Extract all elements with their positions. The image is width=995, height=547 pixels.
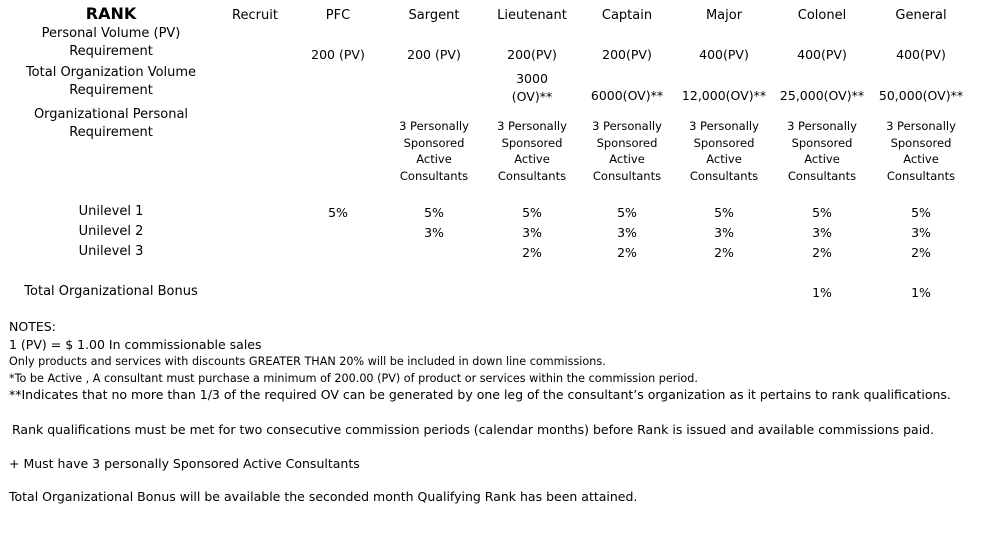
org-requirement-line: Active [706,152,742,166]
notes-bonus-rule: Total Organizational Bonus will be available the seconded month Qualifying Rank has been attained. [9,489,638,504]
pv-cell-major: 400(PV) [699,47,749,62]
org-requirement-line: 3 Personally [399,119,469,133]
pv-cell-sargent: 200 (PV) [407,47,461,62]
rank-header-lieutenant: Lieutenant [497,8,567,23]
notes-discount-rule: Only products and services with discounts GREATER THAN 20% will be included in down line commissions. [9,355,606,368]
org-requirement-line: Consultants [592,168,662,183]
ov-label-line1: Total Organization Volume [25,65,197,80]
org-label-line1: Organizational Personal [33,107,189,122]
total-bonus-cell-colonel: 1% [812,285,832,300]
unilevel3-cell-general: 2% [911,245,931,260]
total-bonus-label: Total Organizational Bonus [24,284,198,299]
rank-header-pfc: PFC [325,8,351,23]
org-requirement-cell-captain [592,118,662,184]
org-requirement-line: Consultants [399,168,469,183]
ov-cell-line: 3000 [516,71,548,86]
unilevel2-label: Unilevel 2 [78,224,144,239]
unilevel2-cell-general: 3% [911,225,931,240]
notes-heading: NOTES: [9,319,56,334]
pv-cell-general: 400(PV) [896,47,946,62]
notes-active-rule: *To be Active , A consultant must purchase a minimum of 200.00 (PV) of product or services within the commission period. [9,372,698,385]
ov-cell-line: (OV)** [511,89,553,104]
org-requirement-line: Sponsored [596,135,658,150]
pv-cell-captain: 200(PV) [602,47,652,62]
notes-sponsor-rule: + Must have 3 personally Sponsored Active Consultants [9,456,360,471]
pv-label-line2: Requirement [69,44,153,59]
unilevel2-cell-major: 3% [714,225,734,240]
org-requirement-cell-colonel [787,118,857,184]
unilevel1-cell-lieutenant: 5% [522,205,542,220]
unilevel2-cell-captain: 3% [617,225,637,240]
ov-cell-lieutenant [512,70,552,106]
ov-cell-general: 50,000(OV)** [878,88,964,103]
total-bonus-cell-general: 1% [911,285,931,300]
unilevel1-cell-pfc: 5% [328,205,348,220]
org-requirement-line: Active [514,152,550,166]
rank-header-colonel: Colonel [797,8,847,23]
rank-header-sargent: Sargent [408,8,460,23]
unilevel1-cell-major: 5% [714,205,734,220]
org-requirement-cell-lieutenant [497,118,567,184]
unilevel2-cell-lieutenant: 3% [522,225,542,240]
rank-header-recruit: Recruit [232,8,278,23]
org-requirement-cell-sargent [399,118,469,184]
org-label-line2: Requirement [69,125,153,140]
org-requirement-cell-general [886,118,956,184]
unilevel1-cell-general: 5% [911,205,931,220]
pv-cell-lieutenant: 200(PV) [507,47,557,62]
ov-label-line2: Requirement [69,83,153,98]
pv-label-line1: Personal Volume (PV) [41,26,181,41]
org-requirement-line: 3 Personally [497,119,567,133]
org-requirement-line: Active [903,152,939,166]
org-requirement-line: Active [609,152,645,166]
unilevel3-label: Unilevel 3 [78,244,144,259]
notes-pv-definition: 1 (PV) = $ 1.00 In commissionable sales [9,337,262,352]
org-requirement-line: Consultants [689,168,759,183]
org-requirement-line: Sponsored [403,135,465,150]
unilevel2-cell-colonel: 3% [812,225,832,240]
org-requirement-line: 3 Personally [592,119,662,133]
org-requirement-line: Consultants [787,168,857,183]
org-requirement-line: Consultants [497,168,567,183]
rank-header-general: General [895,8,947,23]
org-requirement-line: Consultants [886,168,956,183]
unilevel1-cell-colonel: 5% [812,205,832,220]
org-requirement-line: 3 Personally [787,119,857,133]
unilevel3-cell-lieutenant: 2% [522,245,542,260]
ov-cell-captain: 6000(OV)** [590,88,664,103]
org-requirement-line: 3 Personally [689,119,759,133]
unilevel2-cell-sargent: 3% [424,225,444,240]
org-requirement-line: 3 Personally [886,119,956,133]
notes-rank-rule: Rank qualifications must be met for two consecutive commission periods (calendar months) before Rank is issued and available commissions paid. [12,422,935,437]
unilevel1-cell-sargent: 5% [424,205,444,220]
unilevel3-cell-colonel: 2% [812,245,832,260]
unilevel1-cell-captain: 5% [617,205,637,220]
org-requirement-line: Sponsored [890,135,952,150]
org-requirement-line: Active [804,152,840,166]
unilevel3-cell-captain: 2% [617,245,637,260]
pv-cell-pfc: 200 (PV) [311,47,365,62]
unilevel1-label: Unilevel 1 [78,204,144,219]
org-requirement-cell-major [689,118,759,184]
ov-cell-major: 12,000(OV)** [681,88,767,103]
rank-header-captain: Captain [601,8,653,23]
pv-cell-colonel: 400(PV) [797,47,847,62]
org-requirement-line: Sponsored [693,135,755,150]
rank-title: RANK [85,4,137,23]
org-requirement-line: Sponsored [791,135,853,150]
rank-header-major: Major [705,8,743,23]
org-requirement-line: Sponsored [501,135,563,150]
notes-ov-rule: **Indicates that no more than 1/3 of the required OV can be generated by one leg of the consultant’s organization as it pertains to rank qualifications. [9,387,951,402]
org-requirement-line: Active [416,152,452,166]
ov-cell-colonel: 25,000(OV)** [779,88,865,103]
unilevel3-cell-major: 2% [714,245,734,260]
